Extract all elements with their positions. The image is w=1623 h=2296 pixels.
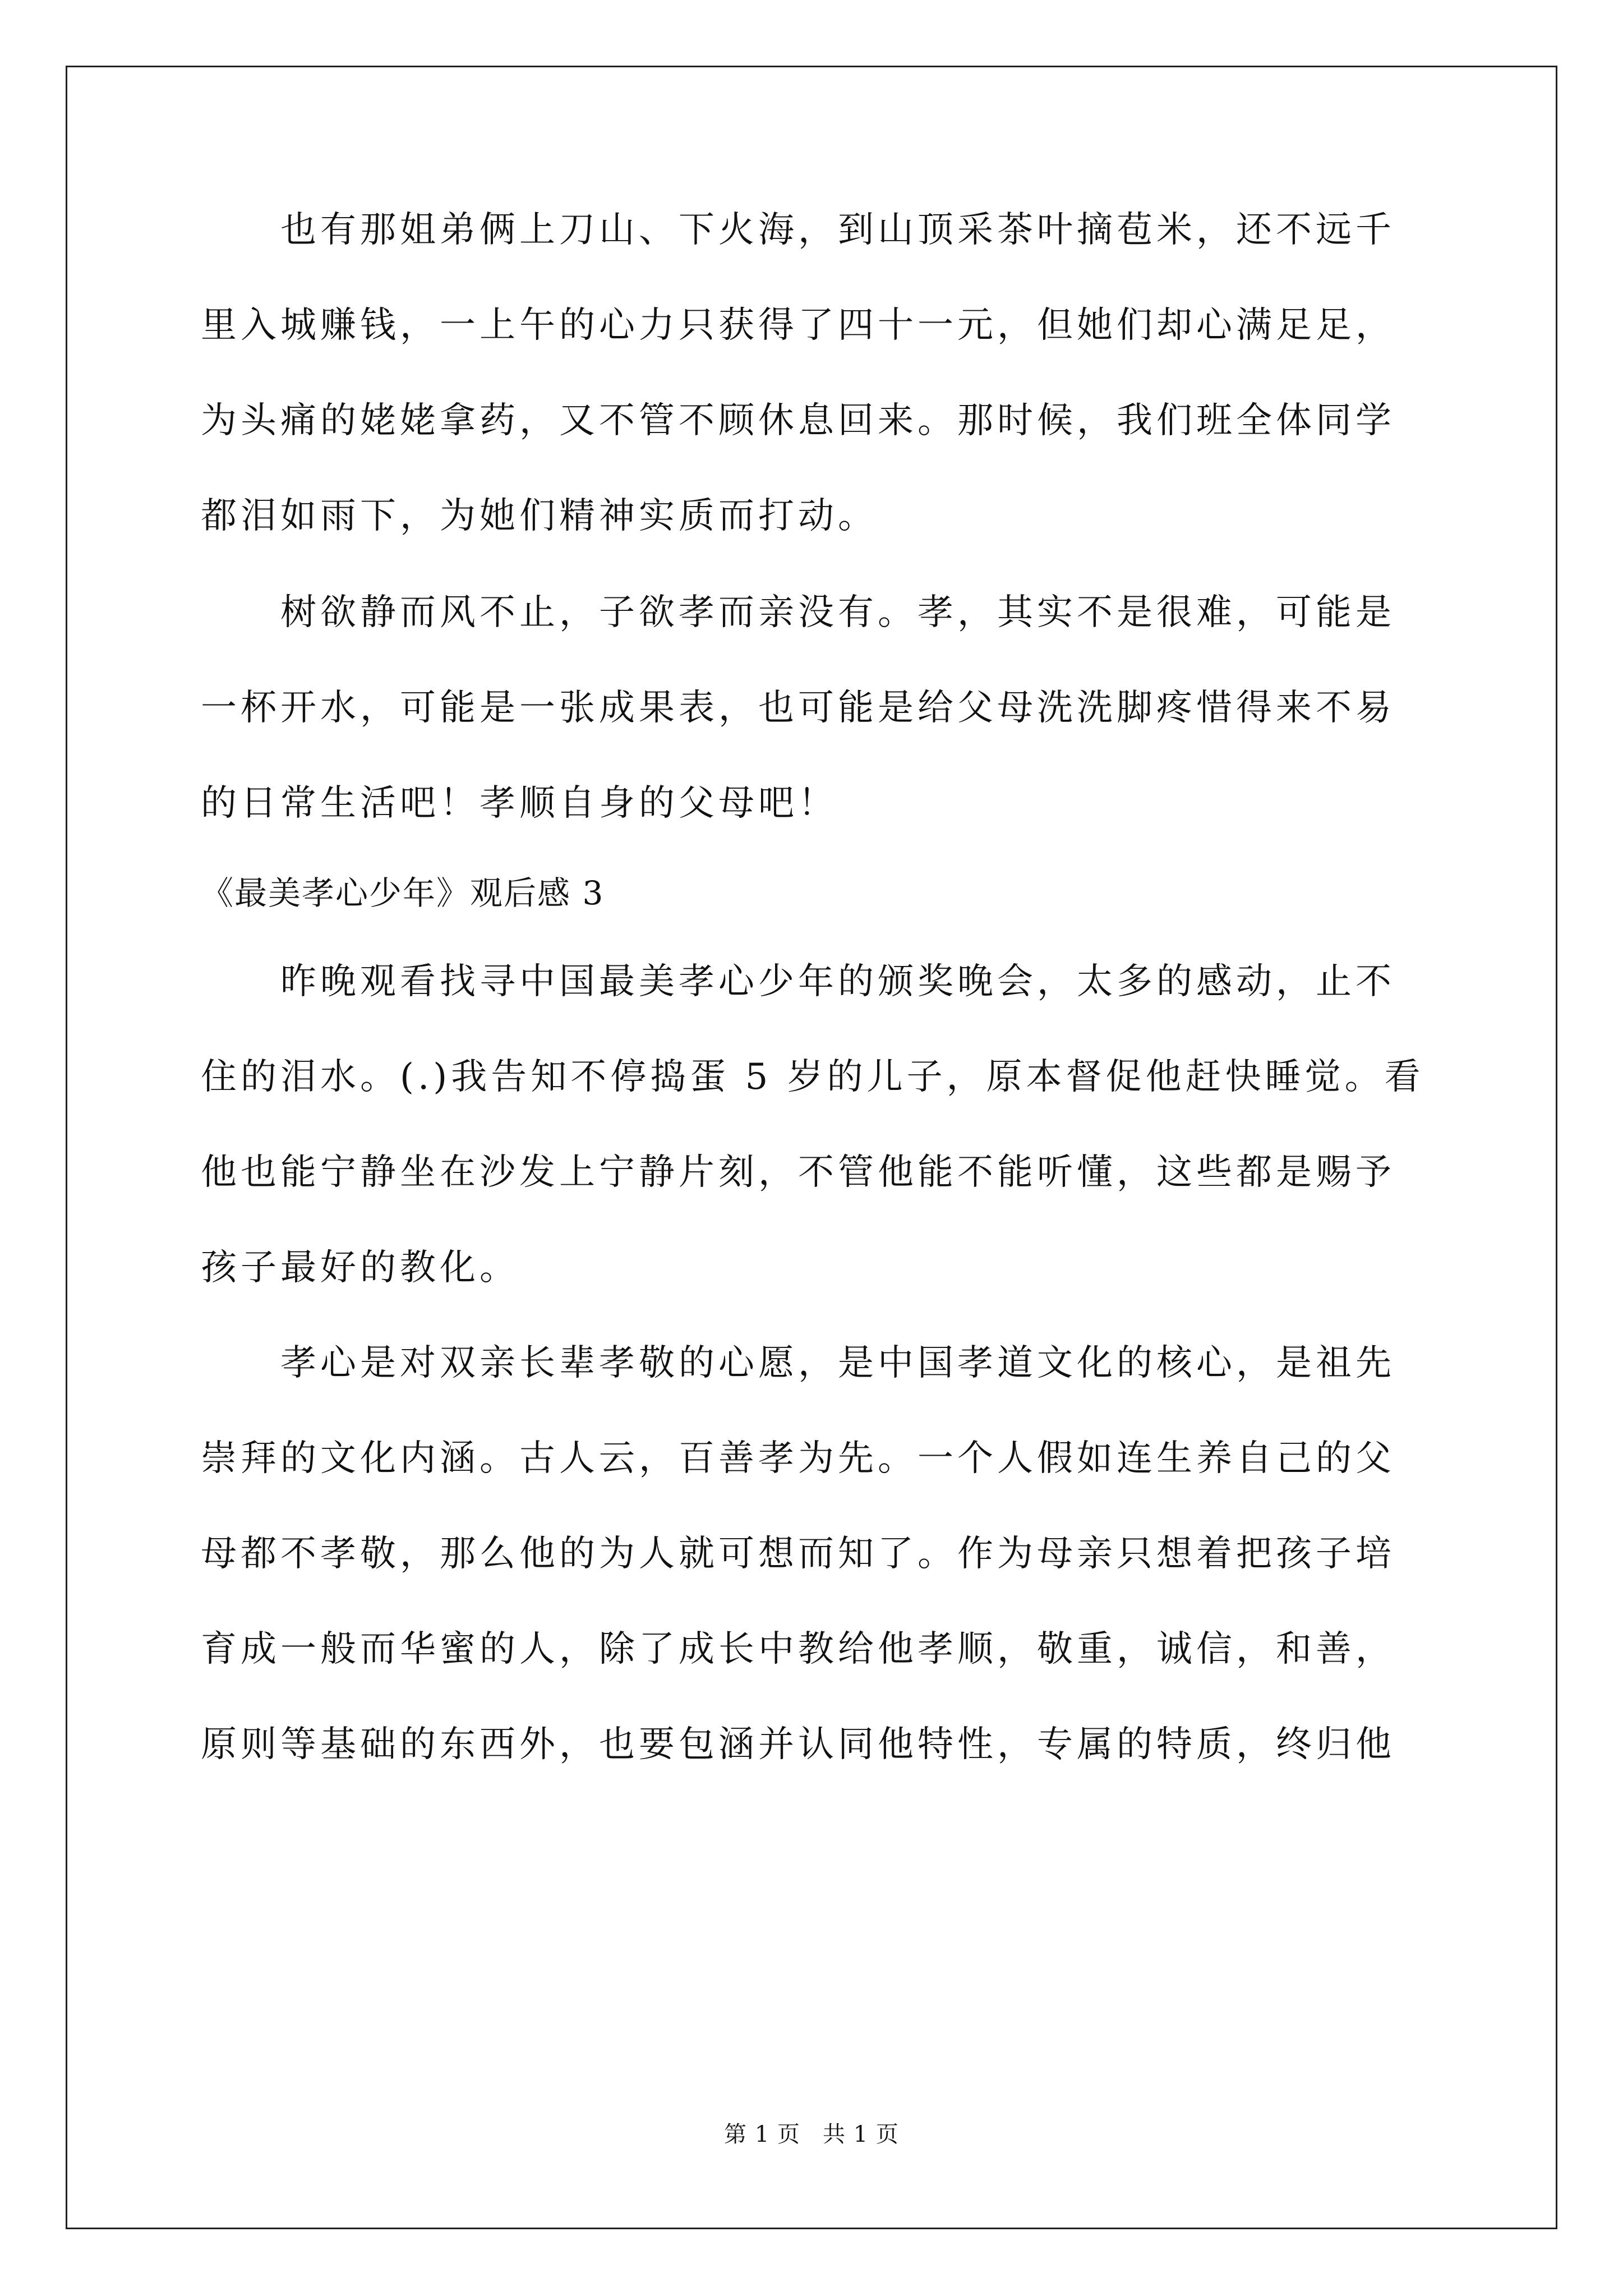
body-line: 孩子最好的教化。 xyxy=(201,1247,519,1289)
body-line: 母都不孝敬，那么他的为人就可想而知了。作为母亲只想着把孩子培 xyxy=(201,1533,1395,1575)
body-line: 树欲静而风不止，子欲孝而亲没有。孝，其实不是很难，可能是 xyxy=(201,592,1395,633)
body-line: 他也能宁静坐在沙发上宁静片刻，不管他能不能听懂，这些都是赐予 xyxy=(201,1152,1395,1193)
section-heading: 《最美孝心少年》观后感 3 xyxy=(201,874,605,912)
page-number: 第 1 页 xyxy=(724,2122,800,2147)
page-footer xyxy=(0,2120,1623,2148)
body-line: 为头痛的姥姥拿药，又不管不顾休息回来。那时候，我们班全体同学 xyxy=(201,400,1395,441)
body-line: 一杯开水，可能是一张成果表，也可能是给父母洗洗脚疼惜得来不易 xyxy=(201,687,1395,729)
body-line: 昨晚观看找寻中国最美孝心少年的颁奖晚会，太多的感动，止不 xyxy=(201,961,1395,1002)
body-line: 的日常生活吧！孝顺自身的父母吧！ xyxy=(201,783,838,824)
body-line: 原则等基础的东西外，也要包涵并认同他特性，专属的特质，终归他 xyxy=(201,1724,1395,1765)
page-border xyxy=(66,66,1557,2229)
body-line: 都泪如雨下，为她们精神实质而打动。 xyxy=(201,495,878,537)
body-line: 孝心是对双亲长辈孝敬的心愿，是中国孝道文化的核心，是祖先 xyxy=(201,1342,1395,1384)
body-line: 里入城赚钱，一上午的心力只获得了四十一元，但她们却心满足足， xyxy=(201,305,1395,346)
body-line: 住的泪水。(.)我告知不停捣蛋 5 岁的儿子，原本督促他赶快睡觉。看 xyxy=(201,1056,1424,1098)
page-total: 共 1 页 xyxy=(823,2122,899,2147)
body-line: 育成一般而华蜜的人，除了成长中教给他孝顺，敬重，诚信，和善， xyxy=(201,1628,1395,1670)
body-line: 崇拜的文化内涵。古人云，百善孝为先。一个人假如连生养自己的父 xyxy=(201,1438,1395,1479)
body-line: 也有那姐弟俩上刀山、下火海，到山顶采茶叶摘苞米，还不远千 xyxy=(201,209,1395,251)
